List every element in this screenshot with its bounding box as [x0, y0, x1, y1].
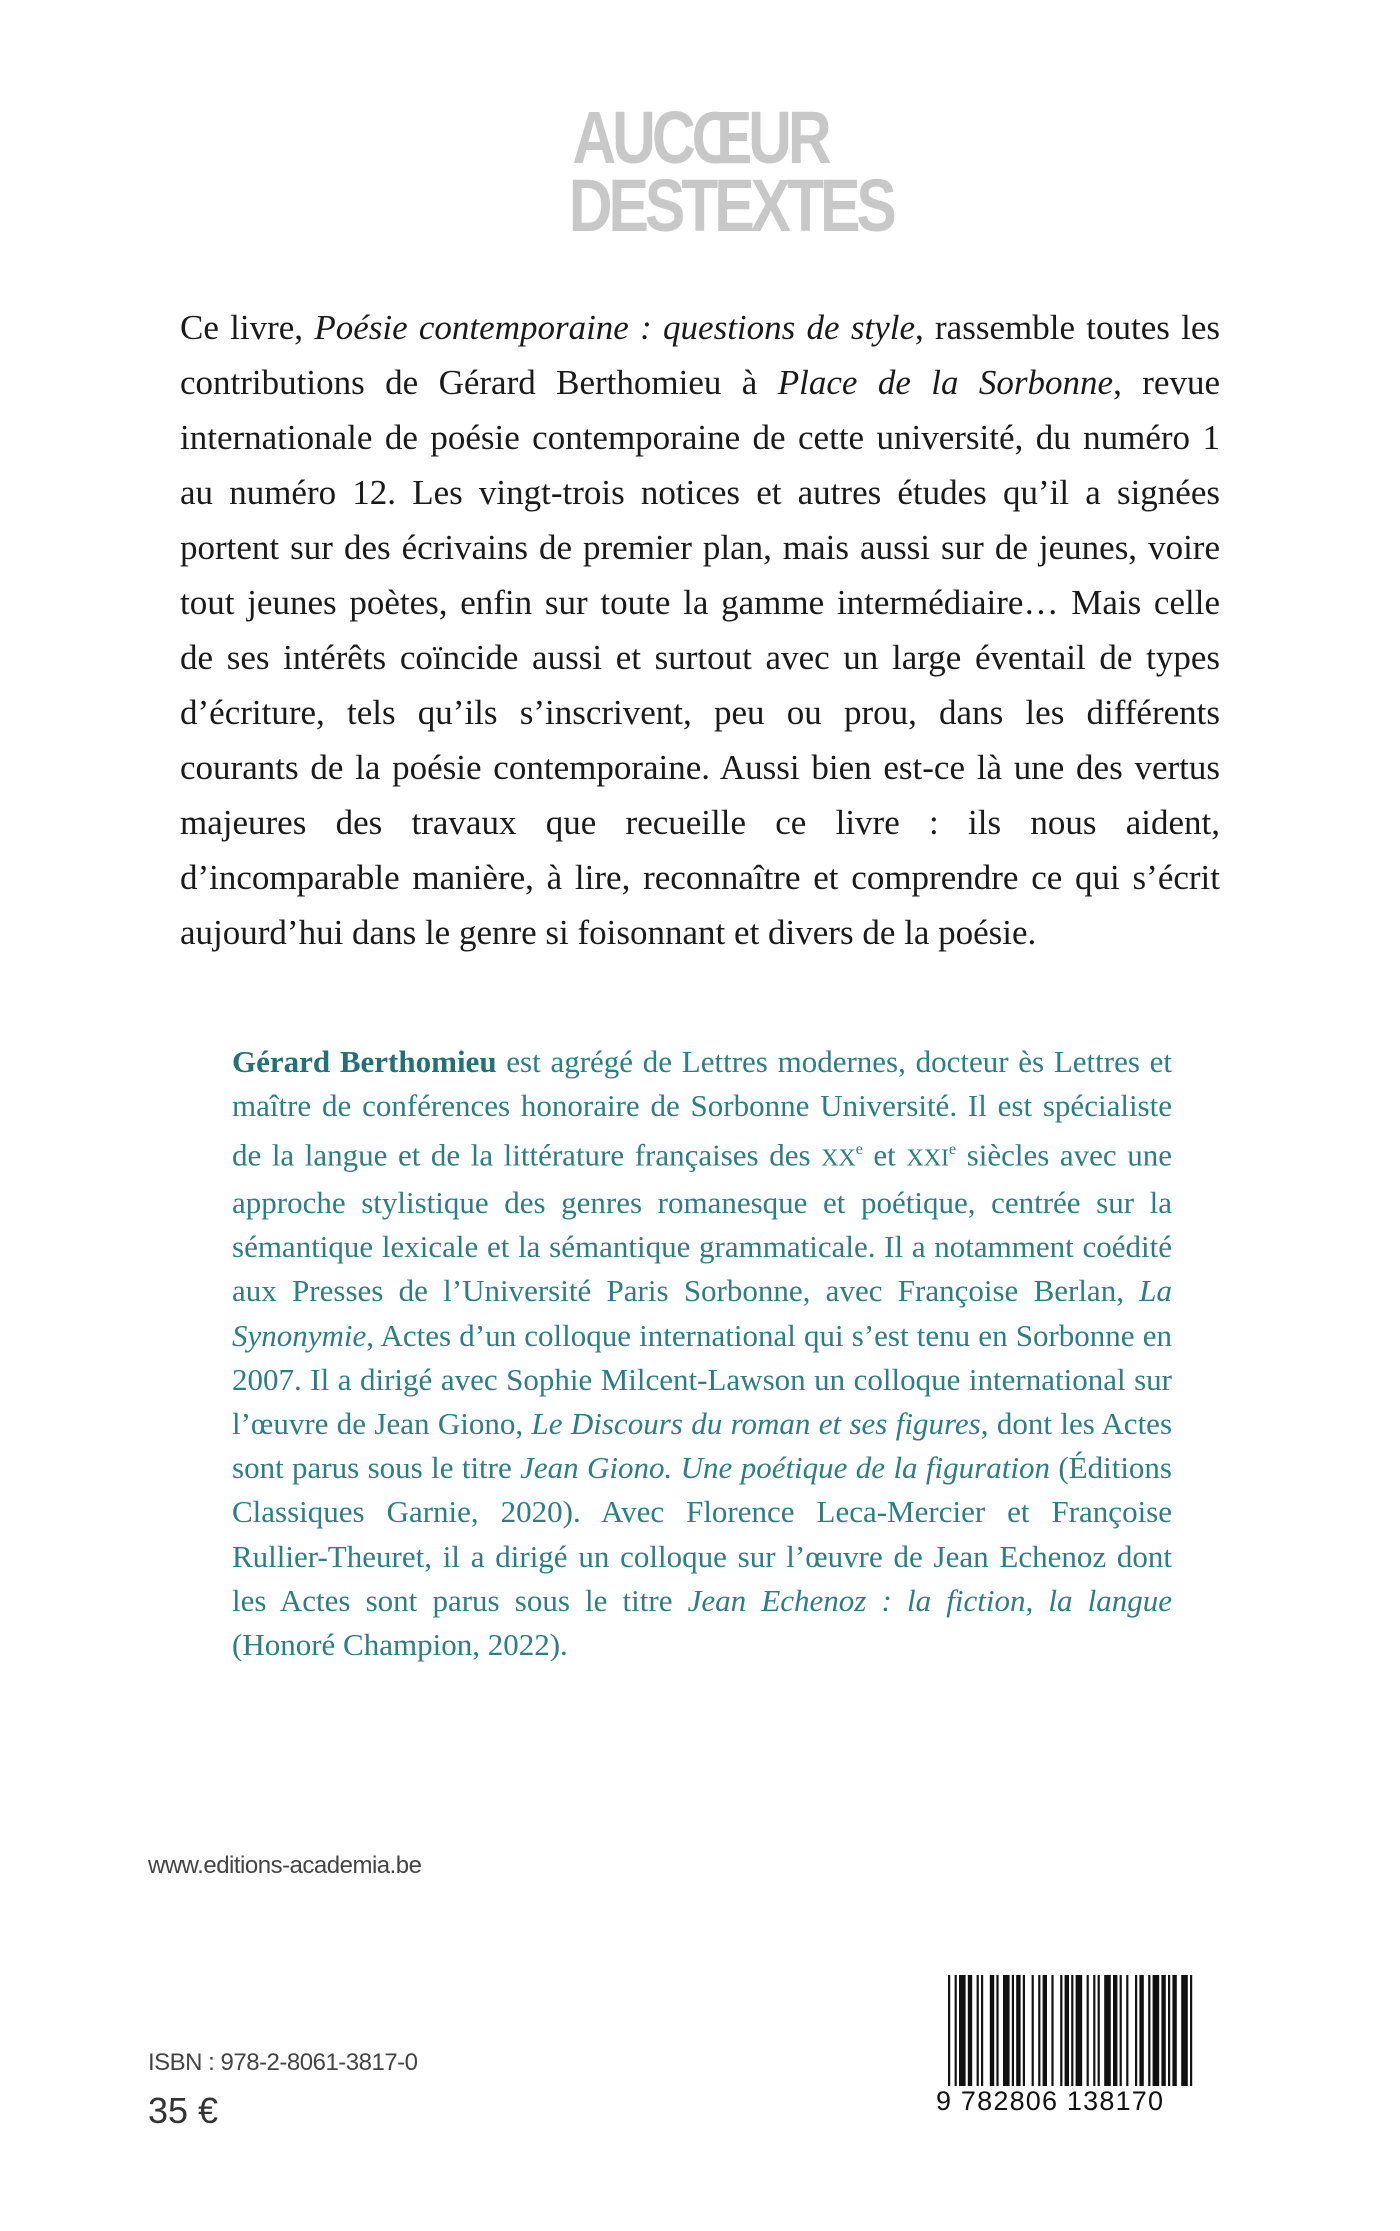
author-name: Gérard Berthomieu	[232, 1044, 497, 1079]
barcode-bar	[981, 1975, 983, 2087]
barcode-bar	[1038, 1975, 1040, 2087]
price: 35 €	[148, 2090, 219, 2131]
bio-text-5: , dont les Actes sont parus sous le titre	[232, 1405, 1173, 1486]
series-logo-line1: AUCŒUR	[572, 96, 828, 179]
barcode-bar	[1051, 1975, 1053, 2087]
book-title-synonymie: La Synonymie	[232, 1273, 1172, 1353]
blurb-text-2: , rassemble toutes les contributions de Gérard Berthomieu à	[180, 308, 1221, 402]
bio-text-3: siècles avec une approche stylistique des genres romanesque et poétique, centrée sur la sémantique lexicale et la sémantique grammaticale. Il a notamment coédité aux Presses de l’Université Paris Sorbonne, avec Françoise Berlan,	[232, 1137, 1172, 1309]
barcode-bar	[1087, 1975, 1089, 2087]
barcode-bar	[1104, 1975, 1111, 2087]
barcode-bar	[1181, 1975, 1188, 2087]
barcode-digits: 9 782806 138170	[936, 2086, 1206, 2117]
barcode-bar	[1043, 1975, 1047, 2087]
isbn: ISBN : 978-2-8061-3817-0	[148, 2049, 418, 2076]
bio-text-2: et	[862, 1137, 907, 1173]
barcode-bar	[1093, 1975, 1095, 2087]
barcode-bar	[1139, 1975, 1143, 2087]
barcode-bar	[1135, 1975, 1137, 2087]
barcode-bar	[1148, 1975, 1150, 2087]
barcode-bar	[996, 1975, 998, 2087]
barcode-bar	[1113, 1975, 1117, 2087]
bio-text-6: (Éditions Classiques Garnie, 2020). Avec Florence Leca-Mercier et Françoise Rullier-Theuret, il a dirigé un colloque sur l’œuvre de Jean Echenoz dont les Actes sont parus sous le titre	[232, 1450, 1172, 1618]
series-logo	[568, 96, 893, 247]
barcode-bar	[1060, 1975, 1062, 2087]
barcode-bar	[1190, 1975, 1192, 2087]
barcode-bar	[1032, 1975, 1034, 2087]
blurb-text-1: Ce livre,	[180, 308, 315, 347]
barcode-bar	[1016, 1975, 1020, 2087]
barcode-bar	[1161, 1975, 1165, 2087]
barcode-bar	[1098, 1975, 1100, 2087]
barcode-bar	[1023, 1975, 1025, 2087]
barcode-bar	[977, 1975, 979, 2087]
century-21-sup: e	[949, 1141, 957, 1159]
barcode-bar	[1120, 1975, 1122, 2087]
blurb-text-3: , revue internationale de poésie contemporaine de cette université, du numéro 1 au numéro 12. Les vingt-trois notices et autres études qu’il a signées portent sur des écrivains de premier plan, mais aussi sur de jeunes, voire tout jeunes poètes, enfin sur toute la gamme intermédiaire… Mais celle de ses intérêts coïncide aussi et surtout avec un large éventail de types d’écriture, tels qu’ils s’inscrivent, peu ou prou, dans les différents courants de la poésie contemporaine. Aussi bien est-ce là une des vertus majeures des travaux que recueille ce livre : ils nous aident, d’incomparable manière, à lire, reconnaître et comprendre ce qui s’écrit aujourd’hui dans le genre si foisonnant et divers de la poésie.	[180, 363, 1220, 952]
book-title: Poésie contemporaine : questions de style	[314, 308, 915, 347]
author-bio	[232, 1040, 1172, 1667]
journal-title: Place de la Sorbonne	[777, 363, 1114, 402]
barcode-bar	[1168, 1975, 1170, 2087]
barcode-bar	[959, 1975, 966, 2087]
century-20-sup: e	[855, 1141, 863, 1159]
barcode-bar	[1003, 1975, 1010, 2087]
barcode-bar	[1126, 1975, 1128, 2087]
barcode-bar	[1076, 1975, 1083, 2103]
bio-text-7: (Honoré Champion, 2022).	[232, 1626, 568, 1662]
book-title-discours: Le Discours du roman et ses figures	[531, 1405, 981, 1441]
book-blurb	[180, 300, 1220, 960]
book-title-echenoz: Jean Echenoz : la fiction, la langue	[687, 1582, 1172, 1618]
century-20: XX	[821, 1145, 856, 1172]
series-logo-line2: DESTEXTES	[568, 164, 893, 247]
barcode-bar	[955, 1975, 957, 2103]
book-title-giono: Jean Giono. Une poétique de la figuration	[520, 1450, 1050, 1486]
bio-text-4: , Actes d’un colloque international qui s’est tenu en Sorbonne en 2007. Il a dirigé avec Sophie Milcent-Lawson un colloque international sur l’œuvre de Jean Giono,	[232, 1317, 1172, 1441]
barcode-bar	[1012, 1975, 1014, 2087]
century-21: XXI	[906, 1145, 950, 1172]
barcode-bar	[1153, 1975, 1160, 2087]
barcode-bar	[968, 1975, 972, 2087]
blurb-paragraph	[180, 300, 1220, 960]
bio-paragraph	[232, 1040, 1172, 1667]
barcode-bar	[1172, 1975, 1176, 2087]
barcode-bar	[990, 1975, 994, 2087]
barcode-bar	[1065, 1975, 1069, 2087]
barcode-bar	[948, 1975, 950, 2103]
barcode-bar	[1071, 1975, 1073, 2103]
publisher-url[interactable]: www.editions-academia.be	[148, 1852, 422, 1879]
bio-text-1: est agrégé de Lettres modernes, docteur ès Lettres et maître de conférences honoraire de Sorbonne Université. Il est spécialiste de la langue et de la littérature françaises des	[232, 1044, 1172, 1173]
